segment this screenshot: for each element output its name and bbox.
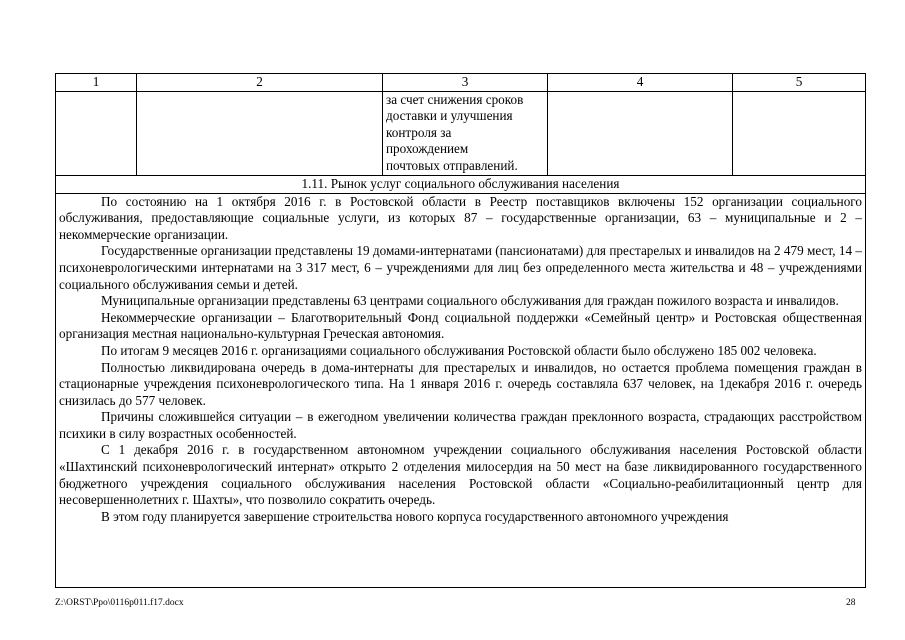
table-cell-empty <box>548 91 733 175</box>
column-number-2: 2 <box>137 74 383 92</box>
table-cell-empty <box>733 91 866 175</box>
cell-line: контроля за <box>386 124 452 140</box>
column-number-4: 4 <box>548 74 733 92</box>
paragraph: Некоммерческие организации – Благотворительный Фонд социальной поддержки «Семейный центр» и Ростовская общественная организация местная национально-культурная Греческая автономия. <box>59 309 862 342</box>
paragraph: В этом году планируется завершение строительства нового корпуса государственного автономного учреждения <box>101 508 729 524</box>
table-row <box>56 91 866 175</box>
paragraph: Муниципальные организации представлены 63 центрами социального обслуживания для граждан пожилого возраста и инвалидов. <box>101 293 839 309</box>
section-title: 1.11. Рынок услуг социального обслуживания населения <box>56 175 866 193</box>
table-cell-empty <box>56 91 137 175</box>
page-number: 28 <box>846 598 856 608</box>
paragraph: По состоянию на 1 октября 2016 г. в Ростовской области в Реестр поставщиков включены 152 организации социального обслуживания, предоставляющие социальные услуги, из которых 87 – государственные организации, 63 – муниципальные и 2 – некоммерческие организации. <box>59 193 862 242</box>
section-body <box>56 193 866 587</box>
paragraph: По итогам 9 месяцев 2016 г. организациями социального обслуживания Ростовской области было обслужено 185 002 человека. <box>101 342 817 358</box>
column-number-5: 5 <box>733 74 866 92</box>
paragraph: Причины сложившейся ситуации – в ежегодном увеличении количества граждан преклонного возраста, страдающих расстройством психики в силу возрастных особенностей. <box>59 409 862 441</box>
cell-line: почтовых отправлений. <box>386 157 518 173</box>
paragraph: Полностью ликвидирована очередь в дома-интернаты для престарелых и инвалидов, но остается проблема помещения граждан в стационарные учреждения психоневрологического типа. На 1 января 2016 г. очередь составляла 637 человек, на 1декабря 2016 г. очередь снизилась до 577 человек. <box>59 359 862 408</box>
table-cell-empty <box>137 91 383 175</box>
footer-file-path: Z:\ORST\Ppo\0116p011.f17.docx <box>55 598 184 608</box>
paragraph: С 1 декабря 2016 г. в государственном автономном учреждении социального обслуживания населения Ростовской области «Шахтинский психоневрологический интернат» открыто 2 отделения милосердия на 50 мест на базе ликвидированного государственного бюджетного учреждения социального обслуживания населения Ростовской области «Социально-реабилитационный центр для несовершеннолетних г. Шахты», что позволило сократить очередь. <box>59 442 862 508</box>
section-body-row <box>56 193 866 587</box>
cell-line: прохождением <box>386 141 469 157</box>
table-cell-measure-text <box>383 91 548 175</box>
section-title-row <box>56 175 866 193</box>
document-table <box>55 73 866 588</box>
table-header-row <box>56 74 866 92</box>
paragraph: Государственные организации представлены 19 домами-интернатами (пансионатами) для престарелых и инвалидов на 2 479 мест, 14 – психоневрологическими интернатами на 3 317 мест, 6 – учреждениями для лиц без определенного места жительства и 48 – учреждениями социального обслуживания семьи и детей. <box>59 243 862 292</box>
column-number-1: 1 <box>56 74 137 92</box>
column-number-3: 3 <box>383 74 548 92</box>
cell-line: доставки и улучшения <box>386 108 513 124</box>
cell-line: за счет снижения сроков <box>386 91 524 107</box>
